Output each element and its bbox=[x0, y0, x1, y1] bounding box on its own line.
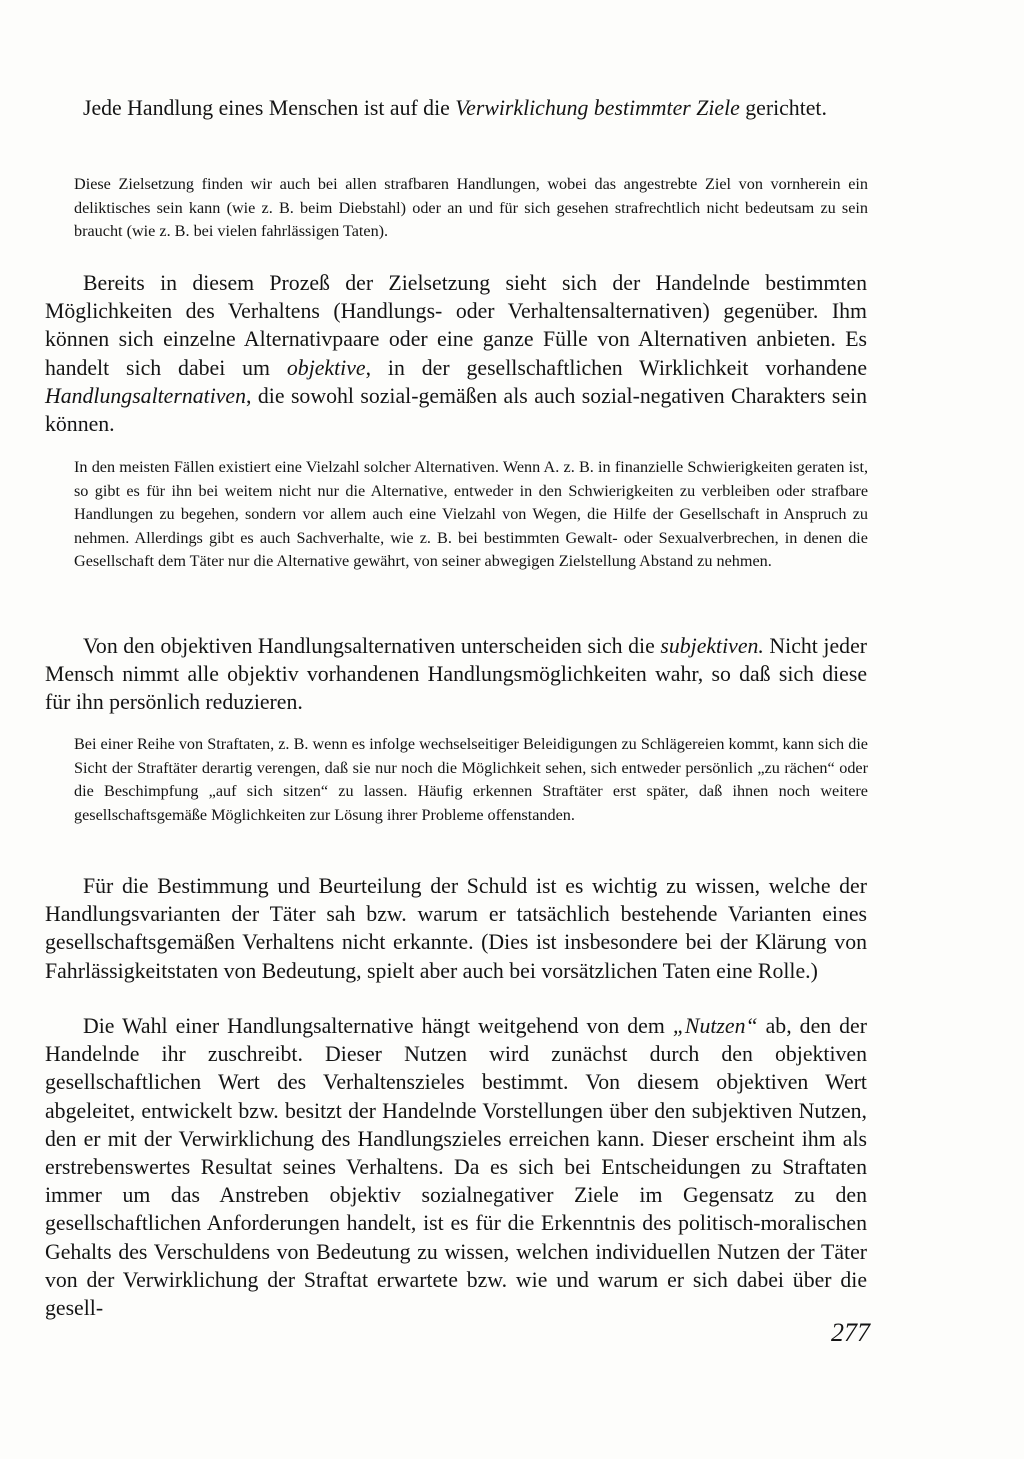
paragraph-2-emphasis-handlungsalternativen: Handlungsalternativen bbox=[45, 383, 246, 408]
paragraph-2-text-c: , in der gesellschaftlichen Wirklichkeit vorhandene bbox=[365, 355, 867, 380]
paragraph-2-text-a: Bereits in diesem Prozeß der Zielsetzung sieht sich der Handelnde bestimmten Möglichkeiten des Verhaltens (Handlungs- oder Verhaltensalternativen) gegenüber. Ihm können sich einzelne Alternativpaare oder eine ganze Fülle von Alternativen anbieten. Es handelt sich dabei um bbox=[45, 271, 867, 380]
small-paragraph-2: In den meisten Fällen existiert eine Vielzahl solcher Alternativen. Wenn A. z. B. in finanzielle Schwierigkeiten geraten ist, so gibt es für ihn bei weitem nicht nur die Alternative, entweder in den Schwierigkeiten zu verbleiben oder strafbare Handlungen zu begehen, sondern vor allem auch eine Vielzahl von Wegen, die Hilfe der Gesellschaft in Anspruch zu nehmen. Allerdings gibt es auch Sachverhalte, wie z. B. bei bestimmten Gewalt- oder Sexualverbrechen, in denen die Gesellschaft dem Täter nur die Alternative gewährt, von seiner abwegigen Zielstellung Abstand zu nehmen. bbox=[74, 458, 868, 571]
paragraph-4: Für die Bestimmung und Beurteilung der Schuld ist es wichtig zu wissen, welche der Handlungsvarianten der Täter sah bzw. warum er tatsächlich bestehende Varianten eines gesellschaftsgemäßen Verhaltens nicht erkannte. (Dies ist insbesondere bei der Klärung von Fahrlässigkeitstaten von Bedeutung, spielt aber auch bei vorsätzlichen Taten eine Rolle.) bbox=[45, 874, 867, 983]
small-paragraph-3: Bei einer Reihe von Straftaten, z. B. wenn es infolge wechselseitiger Beleidigungen zu Schlägereien kommt, kann sich die Sicht der Straftäter derartig verengen, daß sie nur noch die Möglichkeit sehen, sich entweder persönlich „zu rächen“ oder die Beschimpfung „auf sich sitzen“ zu lassen. Häufig erkennen Straftäter erst später, daß ihnen noch weitere gesellschaftsgemäße Möglichkeiten zur Lösung ihrer Probleme offenstanden. bbox=[74, 735, 868, 824]
paragraph-1-text-c: gerichtet. bbox=[739, 96, 827, 120]
paragraph-3-text-c: Nicht jeder Mensch nimmt alle objektiv vorhandenen Handlungsmöglichkeiten wahr, so daß sich diese für ihn persönlich reduzieren. bbox=[45, 634, 867, 715]
paragraph-3 bbox=[45, 632, 867, 717]
paragraph-2-text-e: , die sowohl sozial-gemäßen als auch sozial-negativen Charakters sein können. bbox=[45, 383, 867, 437]
paragraph-3-text-a: Von den objektiven Handlungsalternativen unterscheiden sich die bbox=[83, 634, 661, 658]
paragraph-5-text-c: ab, den der Handelnde ihr zuschreibt. Dieser Nutzen wird zunächst durch den objektiven gesellschaftlichen Wert des Verhaltenszieles bestimmt. Von diesem objektiven Wert abgeleitet, entwickelt bzw. besitzt der Handelnde Vorstellungen über den subjektiven Nutzen, den er mit der Verwirklichung des Handlungszieles erreichen kann. Dieser erscheint ihm als erstrebenswertes Resultat seines Verhaltens. Da es sich bei Entscheidungen zu Straftaten immer um das Anstreben objektiv sozialnegativer Ziele im Gegensatz zu den gesellschaftlichen Anforderungen handelt, ist es für die Erkenntnis des politisch-moralischen Gehalts des Verschuldens von Bedeutung zu wissen, welchen individuellen Nutzen der Täter von der Verwirklichung der Straftat erwartete bzw. wie und warum er sich dabei über die gesell- bbox=[45, 1014, 867, 1321]
paragraph-1-text-a: Jede Handlung eines Menschen ist auf die bbox=[83, 96, 456, 120]
paragraph-1-emphasis: Verwirklichung bestimmter Ziele bbox=[455, 96, 740, 120]
paragraph-5-text-a: Die Wahl einer Handlungsalternative hängt weitgehend von dem bbox=[83, 1014, 673, 1038]
paragraph-2-emphasis-objektive: objektive bbox=[286, 355, 366, 380]
paragraph-5 bbox=[45, 1012, 867, 1322]
page-number: 277 bbox=[831, 1318, 870, 1347]
paragraph-1 bbox=[45, 94, 867, 122]
paragraph-2 bbox=[45, 269, 867, 438]
paragraph-3-emphasis: subjektiven. bbox=[660, 634, 764, 658]
paragraph-5-emphasis-nutzen: „Nutzen“ bbox=[672, 1014, 758, 1038]
small-paragraph-1: Diese Zielsetzung finden wir auch bei allen strafbaren Handlungen, wobei das angestrebte Ziel von vornherein ein deliktisches sein kann (wie z. B. beim Diebstahl) oder an und für sich gesehen strafrechtlich nicht bedeutsam zu sein braucht (wie z. B. bei vielen fahrlässigen Taten). bbox=[74, 175, 868, 241]
